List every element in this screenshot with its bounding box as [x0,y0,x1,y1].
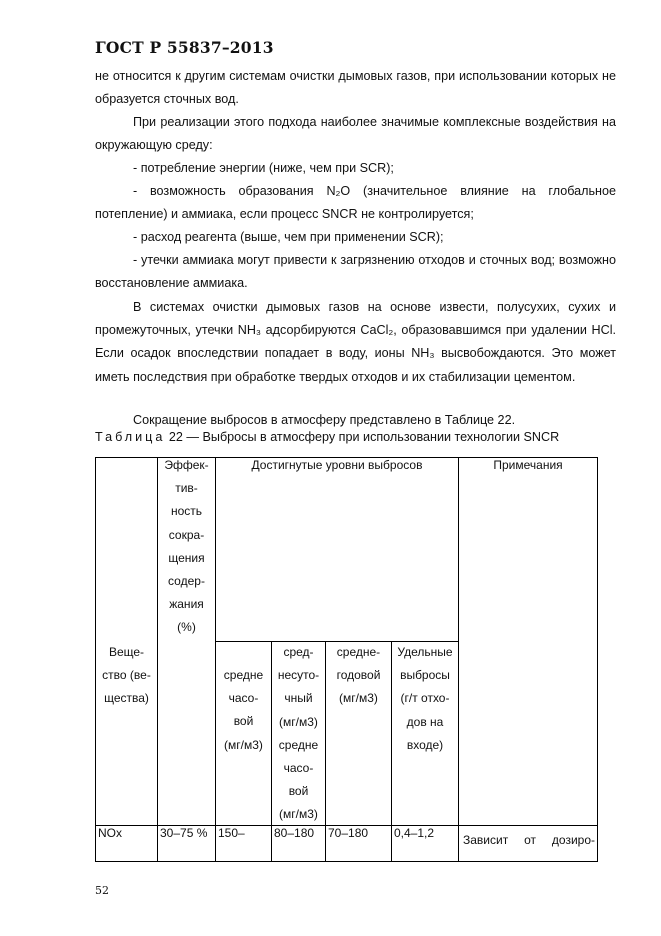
bullet-3: - расход реагента (выше, чем при применении SCR); [133,230,444,244]
caption-title: 22 — Выбросы в атмосферу при использовании технологии SNCR [165,430,560,444]
paragraph-3: В системах очистки дымовых газов на основе извести, полусухих, сухих и промежуточных, утечки NH₃ адсорбируются CaCl₂, образовавшимся при удалении HCl. Если осадок впоследствии попадает в воду, ионы NH₃ высвобождаются. Это может иметь последствия при обработке твердых отходов и их стабилизации цементом. [95,300,616,384]
row-notes: Зависит от дозиро- [463,833,595,847]
header-specific: Удельные выбросы (г/т отхо- дов на входе) [397,645,453,752]
row-annual: 70–180 [328,826,369,840]
bullet-4: - утечки аммиака могут привести к загрязнению отходов и сточных вод; возможно восстановление аммиака. [95,253,616,291]
header-efficiency: Эффек- тив- ность сокра- щения содер- жания (%) [164,458,209,635]
row-substance: NOx [98,826,122,840]
row-daily: 80–180 [274,826,315,840]
header-annual: средне- годовой (мг/м3) [336,645,381,706]
paragraph-1: не относится к другим системам очистки дымовых газов, при использовании которых не образуется сточных вод. [95,69,616,107]
row-efficiency: 30–75 % [160,826,208,840]
header-daily: сред- несуто- чный (мг/м3) средне часо- вой (мг/м3) [277,645,320,822]
header-emission-levels: Достигнутые уровни выбросов [251,458,423,472]
document-header: ГОСТ Р 55837–2013 [95,38,274,57]
emissions-table [95,457,598,862]
paragraph-2: При реализации этого подхода наиболее значимые комплексные воздействия на окружающую среду: [95,115,616,153]
page-number: 52 [95,884,109,897]
header-hourly: средне часо- вой (мг/м3) [223,668,264,752]
paragraph-4: Сокращение выбросов в атмосферу представлено в Таблице 22. [133,413,516,427]
header-notes: Примечания [493,458,563,472]
header-substance: Веще- ство (ве- щества) [102,645,151,706]
caption-label: Таблица [95,430,166,444]
table-caption [95,430,559,444]
bullet-1: - потребление энергии (ниже, чем при SCR); [133,161,394,175]
bullet-2: - возможность образования N₂O (значительное влияние на глобальное потепление) и аммиака, если процесс SNCR не контролируется; [95,184,616,222]
row-specific: 0,4–1,2 [394,826,435,840]
row-hourly: 150– [218,826,245,840]
